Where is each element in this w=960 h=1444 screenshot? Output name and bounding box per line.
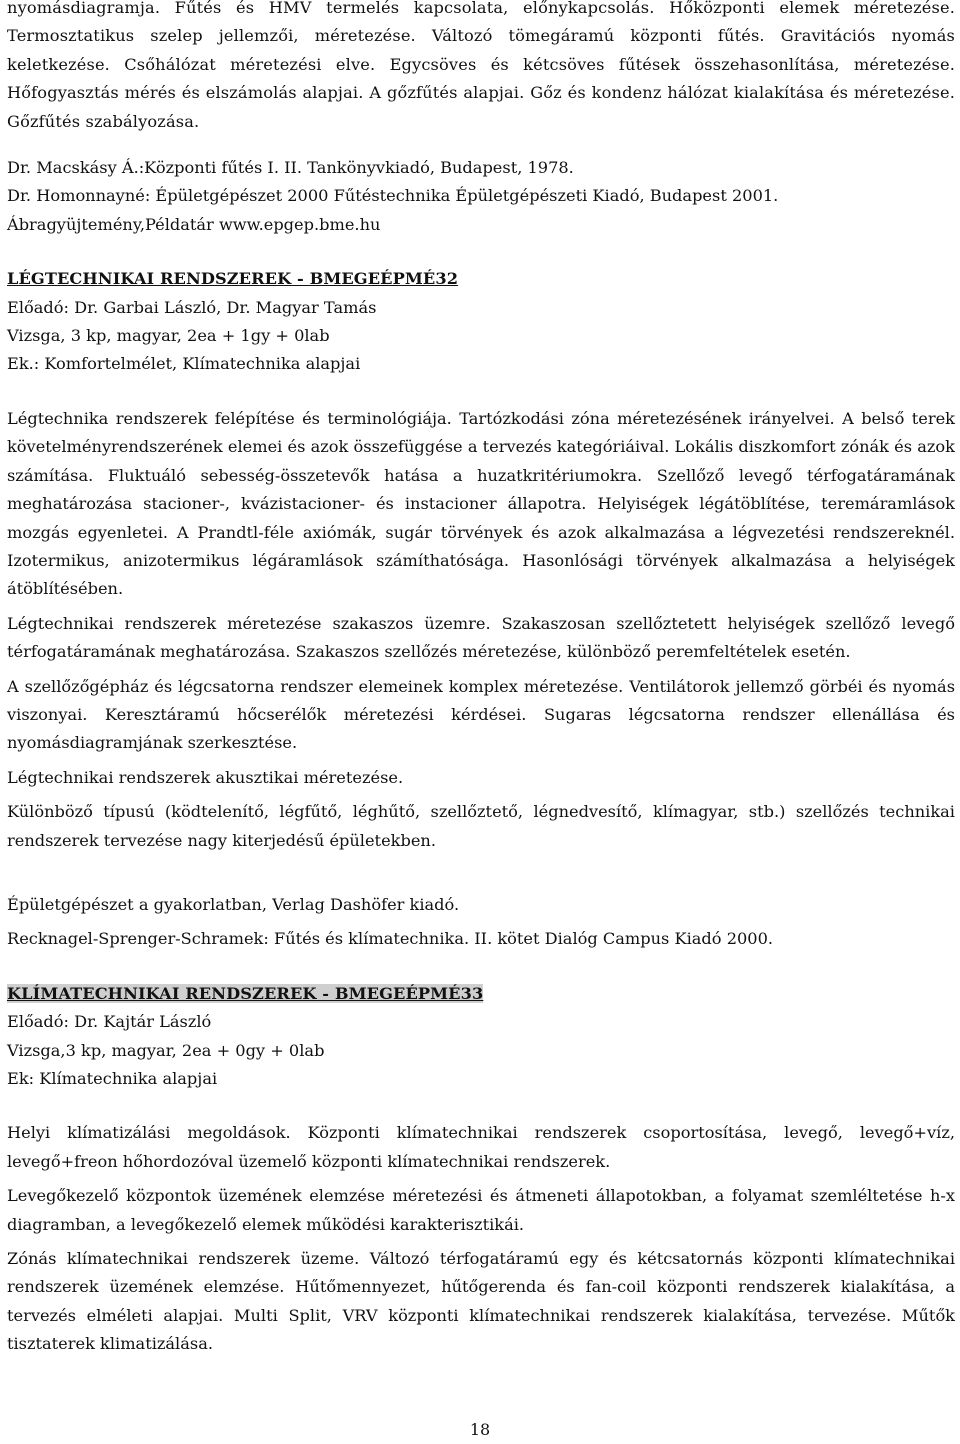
course-description-1 <box>7 405 955 855</box>
description-paragraph: Zónás klímatechnikai rendszerek üzeme. Változó térfogatáramú egy és kétcsatornás központi klímatechnikai rendszerek üzemének elemzése. Hűtőmennyezet, hűtőgerenda és fan-coil központi rendszerek kialakítása, a tervezés elméleti alapjai. Multi Split, VRV központi klímatechnikai rendszerek kialakítása, tervezése. Műtők tisztaterek klimatizálása. <box>7 1249 955 1354</box>
course-exam-info: Vizsga, 3 kp, magyar, 2ea + 1gy + 0lab <box>7 326 330 346</box>
description-paragraph: Légtechnika rendszerek felépítése és terminológiája. Tartózkodási zóna méretezésének irányelvei. A belső terek követelményrendszerének elemei és azok összefüggése a tervezés kategóriáival. Lokális diszkomfort zónák és azok számítása. Fluktuáló sebesség-összetevők hatása a huzatkritériumokra. Szellőző levegő térfogatáramának meghatározása stacioner-, kvázistacioner- és instacioner állapotra. Helyiségek légátöblítése, teremáramlások mozgás egyenletei. A Prandtl-féle axiómák, sugár törvények és azok alkalmazása a légvezetési rendszereknél. Izotermikus, anizotermikus légáramlások számíthatósága. Hasonlósági törvények alkalmazása a helyiségek átöblítésében. <box>7 408 955 599</box>
course-prerequisite: Ek: Klímatechnika alapjai <box>7 1069 218 1088</box>
document-page <box>7 0 955 1359</box>
course-title <box>7 265 955 293</box>
description-paragraph: Légtechnikai rendszerek akusztikai méretezése. <box>7 767 404 787</box>
description-paragraph: Különböző típusú (ködtelenítő, légfűtő, léghűtő, szellőztető, légnedvesítő, klímagyar, stb.) szellőzés technikai rendszerek tervezése nagy kiterjedésű épületekben. <box>7 802 955 850</box>
reference-item: Dr. Homonnayné: Épületgépészet 2000 Fűtéstechnika Épületgépészeti Kiadó, Budapest 2001. <box>7 186 779 206</box>
course-title-text: LÉGTECHNIKAI RENDSZEREK - BMEGEÉPMÉ32 <box>7 269 459 289</box>
reference-item: Épületgépészet a gyakorlatban, Verlag Dashöfer kiadó. <box>7 894 460 914</box>
course-section-2 <box>7 980 955 1094</box>
page-number: 18 <box>469 1420 491 1439</box>
intro-section <box>7 0 955 136</box>
course-section-1 <box>7 265 955 379</box>
reference-item: Ábragyüjtemény,Példatár www.epgep.bme.hu <box>7 214 381 234</box>
course-lecturer: Előadó: Dr. Garbai László, Dr. Magyar Tamás <box>7 297 377 317</box>
course-references-1 <box>7 891 955 954</box>
course-title-text: KLÍMATECHNIKAI RENDSZEREK - BMEGEÉPMÉ33 <box>7 983 484 1003</box>
intro-paragraph: nyomásdiagramja. Fűtés és HMV termelés kapcsolata, előnykapcsolás. Hőközponti elemek méretezése. Termosztatikus szelep jellemzői, méretezése. Változó tömegáramú központi fűtés. Gravitációs nyomás keletkezése. Csőhálózat méretezési elve. Egycsöves és kétcsöves fűtések összehasonlítása, méretezése. Hőfogyasztás mérés és elszámolás alapjai. A gőzfűtés alapjai. Gőz és kondenz hálózat kialakítása és méretezése. Gőzfűtés szabályozása. <box>7 0 955 131</box>
description-paragraph: Levegőkezelő központok üzemének elemzése méretezési és átmeneti állapotokban, a folyamat szemléltetése h-x diagramban, a levegőkezelő elemek működési karakterisztikái. <box>7 1186 955 1234</box>
description-paragraph: Légtechnikai rendszerek méretezése szakaszos üzemre. Szakaszosan szellőztetett helyiségek szellőző levegő térfogatáramának meghatározása. Szakaszos szellőzés méretezése, különböző peremfeltételek esetén. <box>7 613 955 662</box>
course-exam-info: Vizsga,3 kp, magyar, 2ea + 0gy + 0lab <box>7 1040 325 1060</box>
course-title <box>7 980 955 1008</box>
references-section-1 <box>7 154 955 239</box>
course-prerequisite: Ek.: Komfortelmélet, Klímatechnika alapjai <box>7 354 361 374</box>
description-paragraph: Helyi klímatizálási megoldások. Központi klímatechnikai rendszerek csoportosítása, levegő, levegő+víz, levegő+freon hőhordozóval üzemelő központi klímatechnikai rendszerek. <box>7 1123 955 1171</box>
description-paragraph: A szellőzőgépház és légcsatorna rendszer elemeinek komplex méretezése. Ventilátorok jellemző görbéi és nyomás viszonyai. Keresztáramú hőcserélők méretezési kérdései. Sugaras légcsatorna rendszer ellenállása és nyomásdiagramjának szerkesztése. <box>7 676 955 753</box>
course-description-2 <box>7 1119 955 1358</box>
reference-item: Dr. Macskásy Á.:Központi fűtés I. II. Tankönyvkiadó, Budapest, 1978. <box>7 158 574 178</box>
course-lecturer: Előadó: Dr. Kajtár László <box>7 1012 212 1032</box>
reference-item: Recknagel-Sprenger-Schramek: Fűtés és klímatechnika. II. kötet Dialóg Campus Kiadó 2000. <box>7 929 774 949</box>
